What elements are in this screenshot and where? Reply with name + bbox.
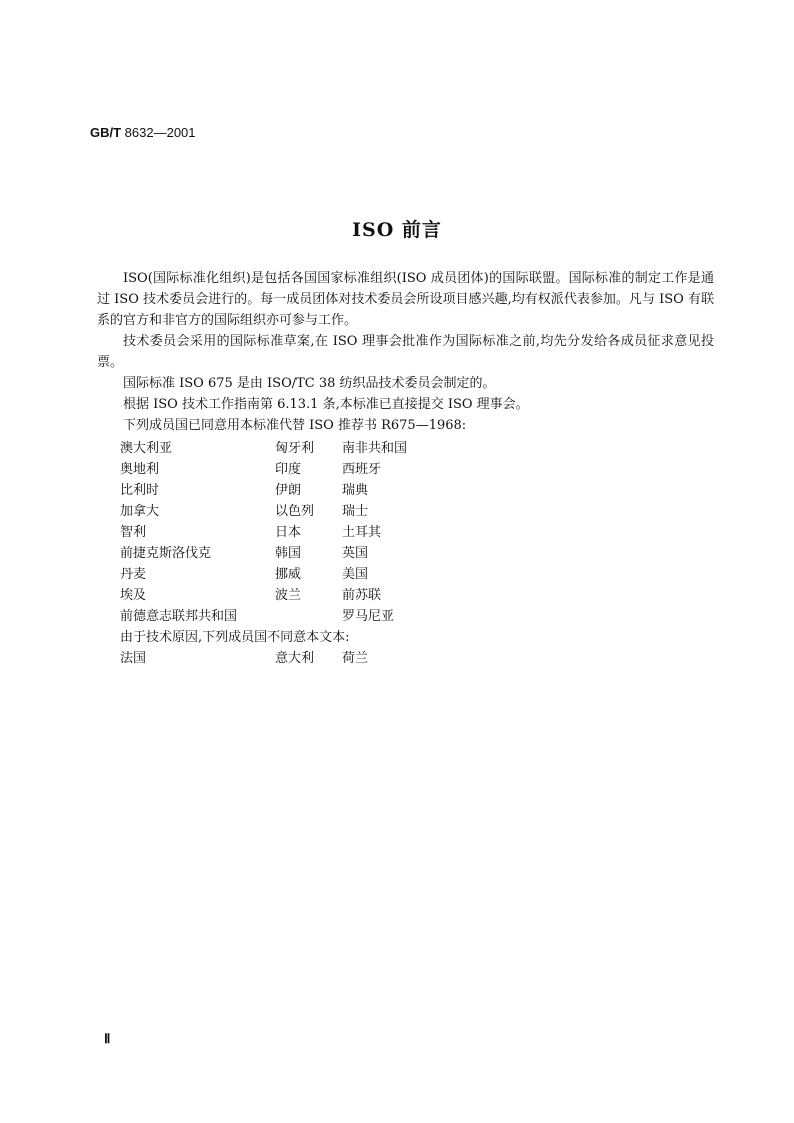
page-title: ISO 前言 xyxy=(352,219,442,241)
country-cell: 前德意志联邦共和国 xyxy=(120,609,238,624)
country-cell: 南非共和国 xyxy=(342,441,408,456)
country-cell: 埃及 xyxy=(120,588,147,603)
disagree-intro: 由于技术原因,下列成员国不同意本文本: xyxy=(120,630,350,645)
standard-code-number: 8632—2001 xyxy=(121,125,196,140)
country-cell: 印度 xyxy=(275,462,302,477)
country-cell: 罗马尼亚 xyxy=(342,609,395,624)
country-cell: 英国 xyxy=(342,546,369,561)
country-cell: 前苏联 xyxy=(342,588,382,603)
country-cell: 荷兰 xyxy=(342,651,369,666)
country-cell: 以色列 xyxy=(275,504,315,519)
country-cell: 法国 xyxy=(120,651,147,666)
paragraph: 国际标准 ISO 675 是由 ISO/TC 38 纺织品技术委员会制定的。 xyxy=(123,376,496,391)
country-cell: 加拿大 xyxy=(120,504,160,519)
country-cell: 意大利 xyxy=(275,651,315,666)
table-row xyxy=(120,522,440,543)
country-cell: 奥地利 xyxy=(120,462,160,477)
paragraph: 技术委员会采用的国际标准草案,在 ISO 理事会批准作为国际标准之前,均先分发给各成员征求意见投票。 xyxy=(97,334,714,370)
standard-code-prefix: GB/T xyxy=(90,125,122,140)
table-row xyxy=(120,606,440,627)
country-cell: 韩国 xyxy=(275,546,302,561)
country-cell: 挪威 xyxy=(275,567,302,582)
table-row xyxy=(120,648,440,669)
page-number: Ⅱ xyxy=(104,1031,111,1046)
table-row xyxy=(120,480,440,501)
table-row xyxy=(120,459,440,480)
table-row xyxy=(120,564,440,585)
disagreeing-members-table xyxy=(120,648,440,669)
body-text xyxy=(97,268,714,436)
paragraph: 根据 ISO 技术工作指南第 6.13.1 条,本标准已直接提交 ISO 理事会。 xyxy=(123,397,529,412)
agreeing-members-table xyxy=(120,438,440,627)
country-cell: 匈牙利 xyxy=(275,441,315,456)
country-cell: 西班牙 xyxy=(342,462,382,477)
country-cell: 比利时 xyxy=(120,483,160,498)
standard-code xyxy=(90,125,196,140)
table-row xyxy=(120,438,440,459)
country-cell: 前捷克斯洛伐克 xyxy=(120,546,212,561)
table-row xyxy=(120,501,440,522)
paragraph: ISO(国际标准化组织)是包括各国国家标准组织(ISO 成员团体)的国际联盟。国际标准的制定工作是通过 ISO 技术委员会进行的。每一成员团体对技术委员会所设项目感兴趣,均有权派代表参加。凡与 ISO 有联系的官方和非官方的国际组织亦可参与工作。 xyxy=(97,271,714,328)
table-row xyxy=(120,543,440,564)
country-cell: 美国 xyxy=(342,567,369,582)
country-cell: 日本 xyxy=(275,525,302,540)
country-cell: 瑞士 xyxy=(342,504,369,519)
table-row xyxy=(120,585,440,606)
country-cell: 波兰 xyxy=(275,588,302,603)
country-cell: 伊朗 xyxy=(275,483,302,498)
country-cell: 智利 xyxy=(120,525,147,540)
country-cell: 土耳其 xyxy=(342,525,382,540)
country-cell: 丹麦 xyxy=(120,567,147,582)
paragraph: 下列成员国已同意用本标准代替 ISO 推荐书 R675—1968: xyxy=(123,418,467,433)
country-cell: 瑞典 xyxy=(342,483,369,498)
country-cell: 澳大利亚 xyxy=(120,441,173,456)
